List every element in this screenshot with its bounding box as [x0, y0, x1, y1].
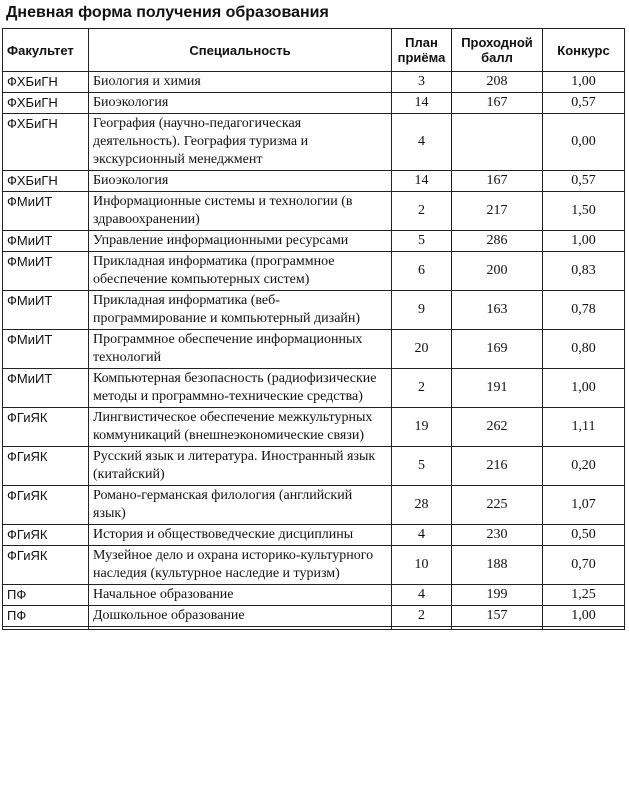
table-row — [3, 606, 625, 627]
cell-competition: 0,80 — [543, 330, 625, 369]
cell-faculty: ПФ — [3, 606, 89, 627]
cell-plan: 28 — [392, 486, 452, 525]
header-faculty: Факультет — [3, 29, 89, 72]
cell-faculty: ФГиЯК — [3, 525, 89, 546]
cell-specialty: Русский язык и литература. Иностранный язык (китайский) — [89, 447, 392, 486]
cell-competition: 0,57 — [543, 171, 625, 192]
cell-faculty: ФМиИТ — [3, 231, 89, 252]
header-score: Проходной балл — [452, 29, 543, 72]
cell-plan: 14 — [392, 93, 452, 114]
table-row — [3, 408, 625, 447]
cell-plan: 4 — [392, 525, 452, 546]
table-row — [3, 231, 625, 252]
cell-faculty: ФГиЯК — [3, 447, 89, 486]
cell-faculty: ФМиИТ — [3, 192, 89, 231]
cell-faculty: ФХБиГН — [3, 93, 89, 114]
table-row — [3, 585, 625, 606]
cell-faculty: ФГиЯК — [3, 486, 89, 525]
cell-score: 286 — [452, 231, 543, 252]
cell-score: 225 — [452, 486, 543, 525]
cell-specialty: Лингвистическое обеспечение межкультурных коммуникаций (внешнеэкономические связи) — [89, 408, 392, 447]
table-row — [3, 192, 625, 231]
table-row — [3, 627, 625, 630]
cell-score: 163 — [452, 291, 543, 330]
cell-competition: 0,00 — [543, 114, 625, 171]
cell-plan: 2 — [392, 369, 452, 408]
page-title: Дневная форма получения образования — [6, 4, 329, 21]
header-plan: План приёма — [392, 29, 452, 72]
cell-score: 262 — [452, 408, 543, 447]
table-row — [3, 93, 625, 114]
cell-score: 167 — [452, 171, 543, 192]
cell-score: 230 — [452, 525, 543, 546]
cell-score: 200 — [452, 252, 543, 291]
table-row — [3, 486, 625, 525]
cell-score: 216 — [452, 447, 543, 486]
cell-score: 199 — [452, 585, 543, 606]
cell-specialty: Прикладная информатика (программное обеспечение компьютерных систем) — [89, 252, 392, 291]
cell-faculty: ФГиЯК — [3, 408, 89, 447]
cell-plan: 4 — [392, 585, 452, 606]
cell-specialty: Управление информационными ресурсами — [89, 231, 392, 252]
cell-score: 169 — [452, 330, 543, 369]
cell-faculty: ФМиИТ — [3, 369, 89, 408]
cell-score: 157 — [452, 606, 543, 627]
table-header-row — [3, 29, 625, 72]
admission-table — [2, 28, 625, 630]
table-row — [3, 72, 625, 93]
cell-competition — [543, 627, 625, 630]
cell-competition: 1,50 — [543, 192, 625, 231]
table-row — [3, 546, 625, 585]
cell-specialty: Прикладная информатика (веб-программирование и компьютерный дизайн) — [89, 291, 392, 330]
cell-score — [452, 627, 543, 630]
cell-competition: 1,07 — [543, 486, 625, 525]
cell-plan: 5 — [392, 231, 452, 252]
cell-score: 188 — [452, 546, 543, 585]
cell-score — [452, 114, 543, 171]
cell-score: 191 — [452, 369, 543, 408]
cell-plan: 9 — [392, 291, 452, 330]
cell-specialty: Биология и химия — [89, 72, 392, 93]
table-row — [3, 330, 625, 369]
cell-competition: 0,78 — [543, 291, 625, 330]
cell-faculty: ФМиИТ — [3, 291, 89, 330]
cell-competition: 1,00 — [543, 72, 625, 93]
cell-faculty: ФХБиГН — [3, 171, 89, 192]
cell-specialty: Дошкольное образование — [89, 606, 392, 627]
cell-specialty: География (научно-педагогическая деятельность). География туризма и экскурсионный менеджмент — [89, 114, 392, 171]
header-competition: Конкурс — [543, 29, 625, 72]
cell-specialty: Программное обеспечение информационных технологий — [89, 330, 392, 369]
cell-faculty: ФГиЯК — [3, 546, 89, 585]
cell-specialty — [89, 627, 392, 630]
cell-score: 167 — [452, 93, 543, 114]
table-row — [3, 447, 625, 486]
table-row — [3, 525, 625, 546]
table-row — [3, 369, 625, 408]
cell-faculty: ФХБиГН — [3, 72, 89, 93]
cell-specialty: История и обществоведческие дисциплины — [89, 525, 392, 546]
cell-plan: 6 — [392, 252, 452, 291]
cell-plan: 4 — [392, 114, 452, 171]
cell-competition: 1,11 — [543, 408, 625, 447]
cell-plan: 5 — [392, 447, 452, 486]
cell-plan: 2 — [392, 192, 452, 231]
cell-faculty: ФМиИТ — [3, 330, 89, 369]
cell-specialty: Биоэкология — [89, 171, 392, 192]
table-body — [3, 72, 625, 630]
cell-competition: 0,83 — [543, 252, 625, 291]
cell-plan: 3 — [392, 72, 452, 93]
table-row — [3, 171, 625, 192]
cell-specialty: Компьютерная безопасность (радиофизические методы и программно-технические средства) — [89, 369, 392, 408]
cell-competition: 0,50 — [543, 525, 625, 546]
cell-competition: 0,57 — [543, 93, 625, 114]
cell-plan — [392, 627, 452, 630]
table-row — [3, 252, 625, 291]
cell-competition: 1,00 — [543, 369, 625, 408]
header-specialty: Специальность — [89, 29, 392, 72]
cell-faculty: ПФ — [3, 585, 89, 606]
cell-faculty: ФМиИТ — [3, 252, 89, 291]
cell-competition: 0,20 — [543, 447, 625, 486]
cell-competition: 1,00 — [543, 231, 625, 252]
cell-plan: 10 — [392, 546, 452, 585]
cell-competition: 0,70 — [543, 546, 625, 585]
cell-plan: 19 — [392, 408, 452, 447]
cell-score: 208 — [452, 72, 543, 93]
cell-specialty: Биоэкология — [89, 93, 392, 114]
cell-plan: 20 — [392, 330, 452, 369]
cell-faculty: ФХБиГН — [3, 114, 89, 171]
cell-score: 217 — [452, 192, 543, 231]
cell-faculty — [3, 627, 89, 630]
cell-competition: 1,25 — [543, 585, 625, 606]
cell-specialty: Информационные системы и технологии (в здравоохранении) — [89, 192, 392, 231]
cell-plan: 2 — [392, 606, 452, 627]
table-row — [3, 291, 625, 330]
cell-competition: 1,00 — [543, 606, 625, 627]
cell-specialty: Музейное дело и охрана историко-культурного наследия (культурное наследие и туризм) — [89, 546, 392, 585]
cell-specialty: Романо-германская филология (английский язык) — [89, 486, 392, 525]
table-row — [3, 114, 625, 171]
cell-specialty: Начальное образование — [89, 585, 392, 606]
cell-plan: 14 — [392, 171, 452, 192]
